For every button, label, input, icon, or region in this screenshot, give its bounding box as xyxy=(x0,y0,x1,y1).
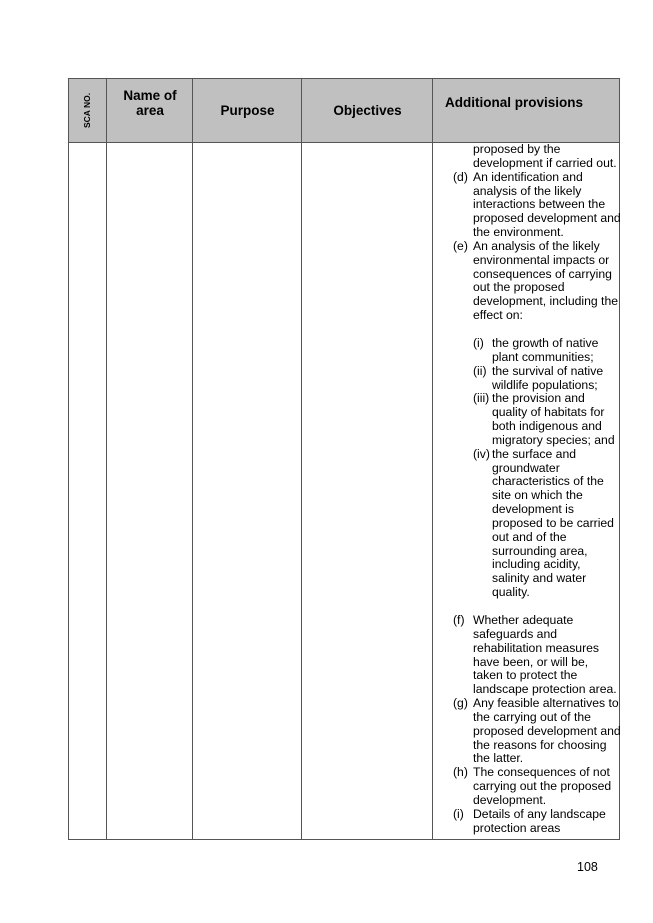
provision-i: (i) Details of any landscape protection areas xyxy=(453,806,606,835)
column-purpose xyxy=(193,79,302,839)
provision-h: (h) The consequences of not carrying out the proposed development. xyxy=(453,765,612,807)
continuation-text: proposed by the development if carried out. xyxy=(473,142,617,170)
page-number: 108 xyxy=(577,860,598,874)
header-additional-provisions: Additional provisions xyxy=(445,95,584,110)
sub-provision-ii: (ii) the survival of native wildlife populations; xyxy=(473,363,604,392)
header-sca-no: SCA NO. xyxy=(82,92,93,129)
provision-g: (g) Any feasible alternatives to the carrying out of the proposed development and the reasons for choosing the latter. xyxy=(453,696,621,766)
sub-provision-iv: (iv) the surface and groundwater characteristics of the site on which the development is proposed to be carried out and of the surrounding area, including acidity, salinity and water quality. xyxy=(473,446,614,600)
header-purpose: Purpose xyxy=(220,103,275,118)
column-sca-no xyxy=(69,79,107,839)
provision-f: (f) Whether adequate safeguards and rehabilitation measures have been, or will be, taken to protect the landscape protection area. xyxy=(453,613,617,697)
sub-provision-i: (i) the growth of native plant communities; xyxy=(473,335,599,364)
provisions-table xyxy=(68,78,620,840)
column-name-of-area xyxy=(107,79,193,839)
provision-e: (e) An analysis of the likely environmental impacts or consequences of carrying out the proposed development, including the effect on: xyxy=(453,238,618,323)
additional-provisions-cell xyxy=(433,143,621,836)
sub-provision-iii: (iii) the provision and quality of habitats for both indigenous and migratory species; and xyxy=(473,391,615,447)
provision-d: (d) An identification and analysis of the likely interactions between the proposed development and the environment. xyxy=(453,169,621,240)
column-objectives xyxy=(302,79,433,839)
header-name-of-area: Name of area xyxy=(123,88,177,118)
header-objectives: Objectives xyxy=(333,103,402,118)
